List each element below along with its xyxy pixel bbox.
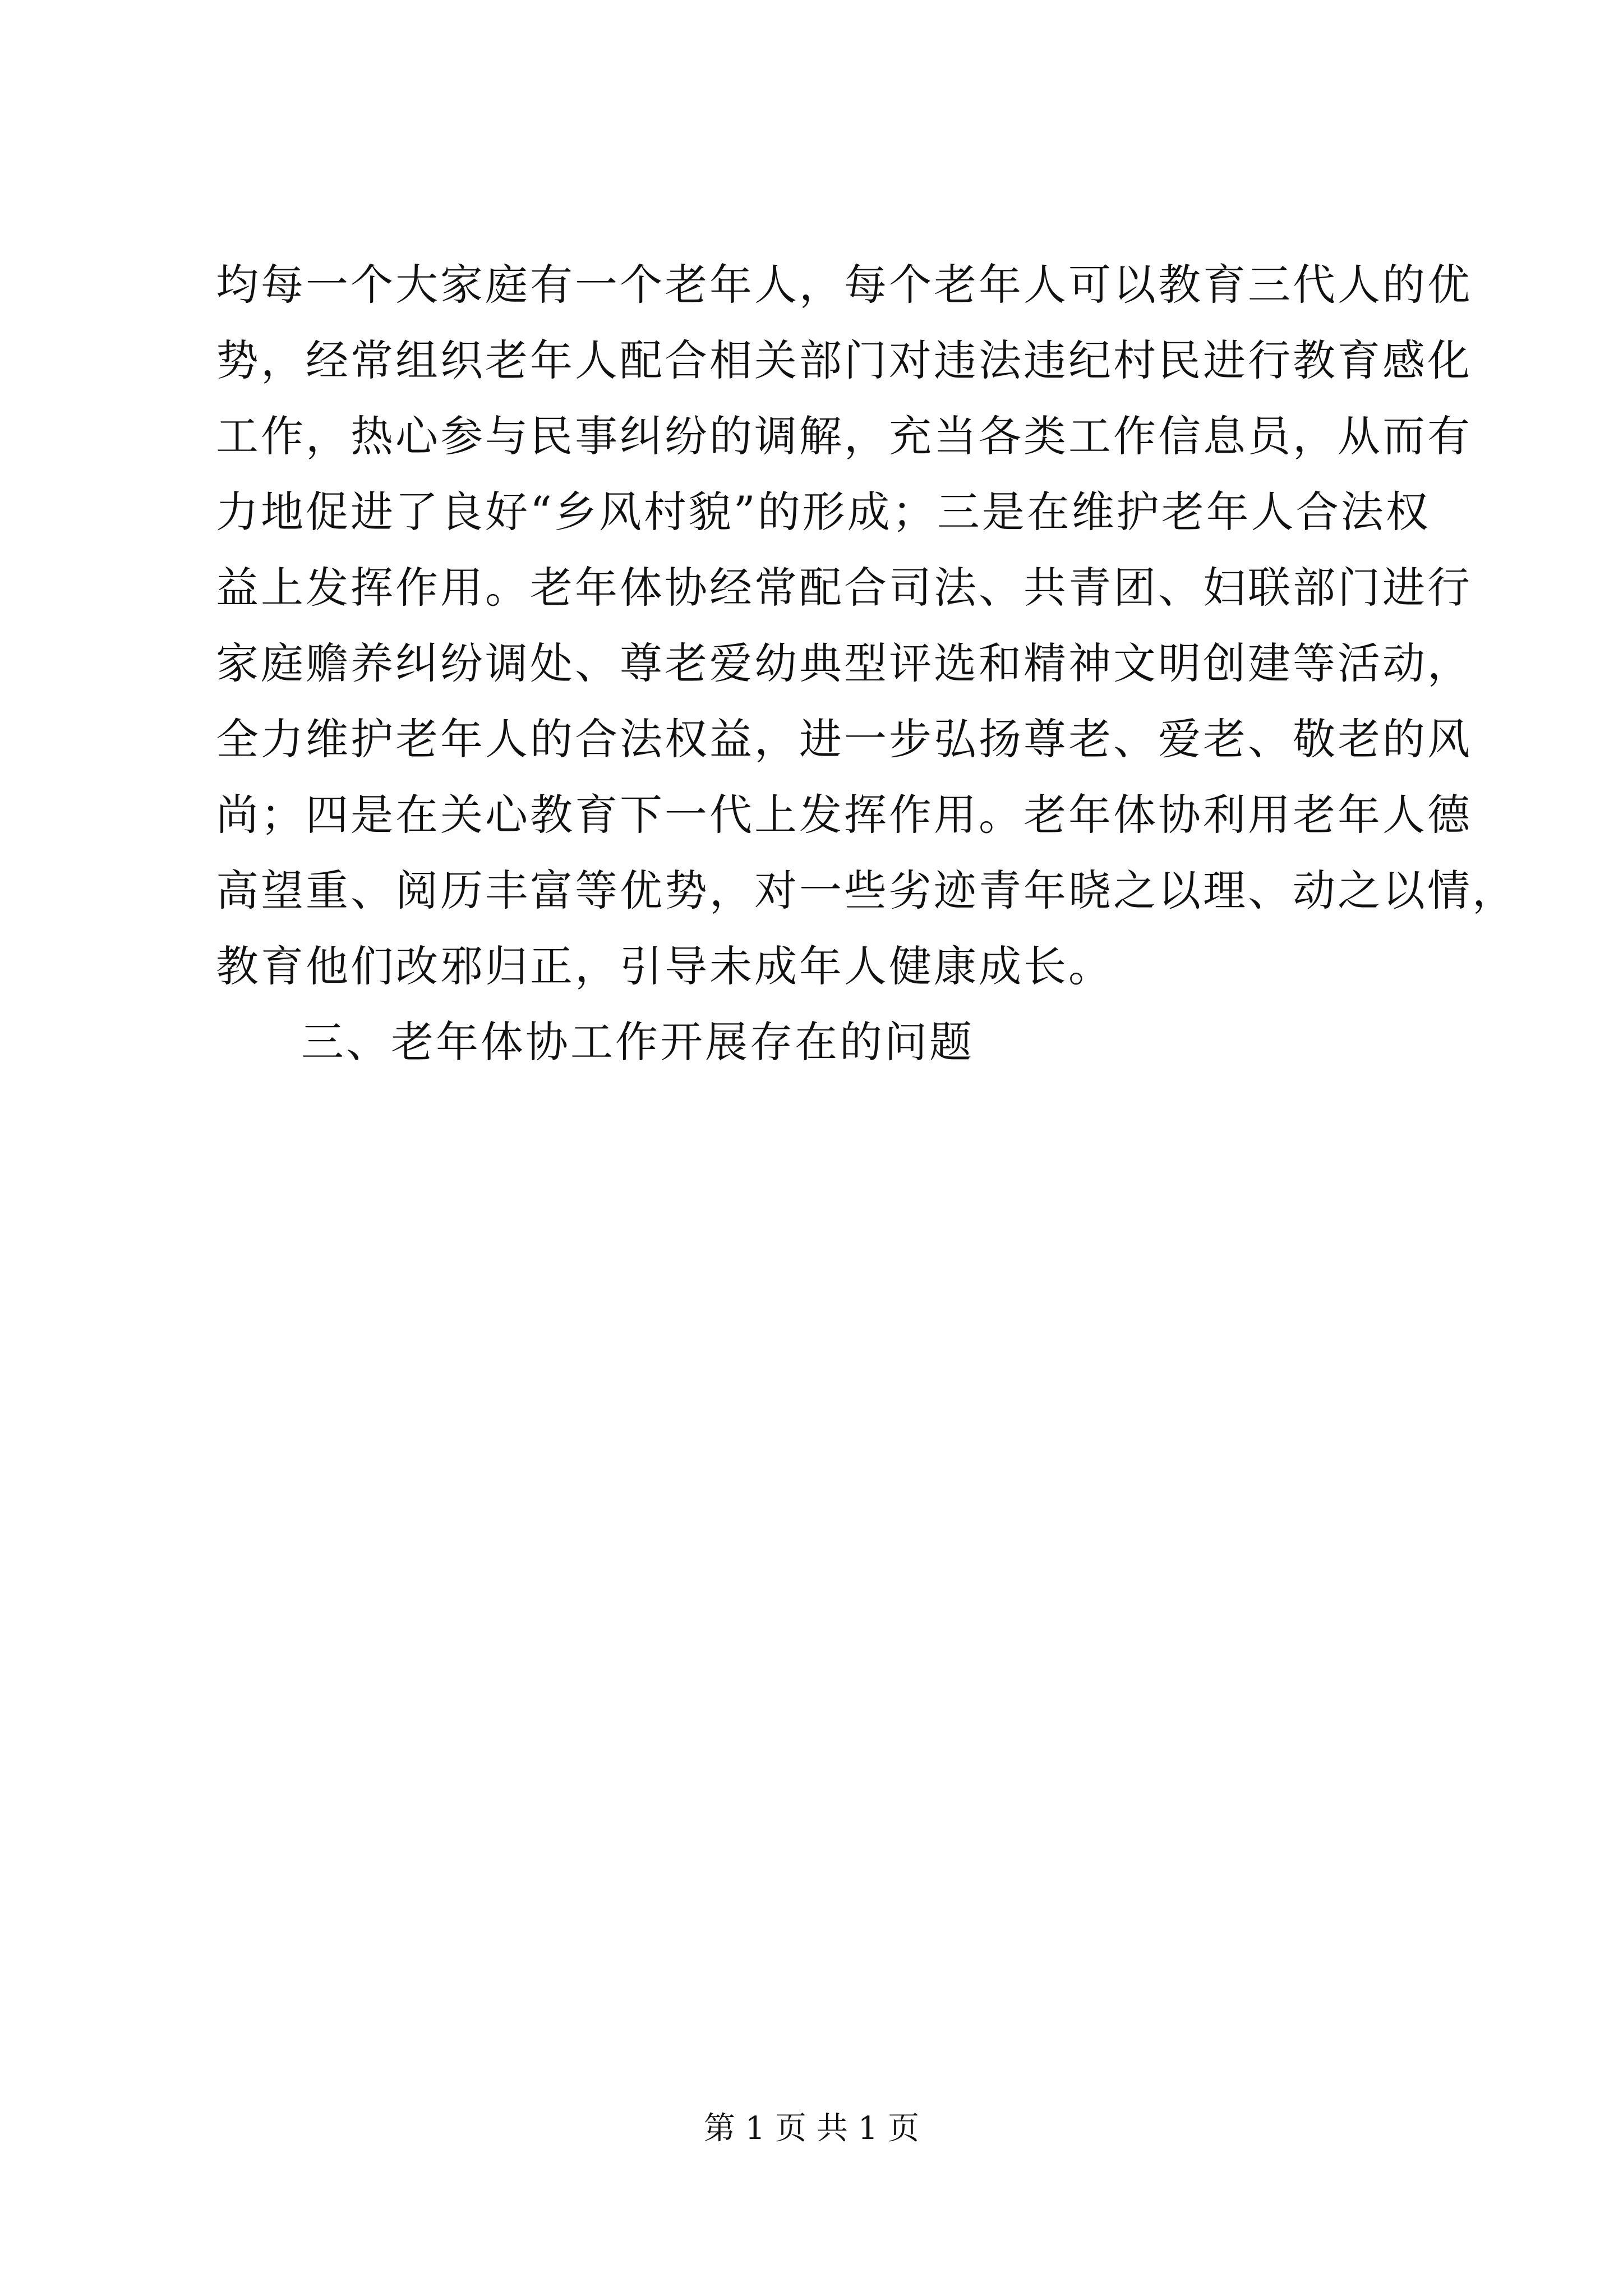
- paragraph-line: 尚；四是在关心教育下一代上发挥作用。老年体协利用老年人德: [216, 790, 1472, 840]
- paragraph-line: 力地促进了良好“乡风村貌”的形成；三是在维护老年人合法权: [216, 487, 1431, 537]
- body-text: [216, 247, 1517, 1080]
- paragraph-line: 教育他们改邪归正，引导未成年人健康成长。: [216, 941, 1113, 991]
- paragraph-line: 益上发挥作用。老年体协经常配合司法、共青团、妇联部门进行: [216, 563, 1472, 613]
- page-footer: [0, 2106, 1623, 2151]
- paragraph-line: 势，经常组织老年人配合相关部门对违法违纪村民进行教育感化: [216, 335, 1472, 385]
- paragraph-line: 家庭赡养纠纷调处、尊老爱幼典型评选和精神文明创建等活动，: [216, 638, 1472, 688]
- page-number: 第 1 页 共 1 页: [703, 2110, 920, 2147]
- section-heading: 三、老年体协工作开展存在的问题: [301, 1017, 974, 1067]
- paragraph-line: 均每一个大家庭有一个老年人，每个老年人可以教育三代人的优: [216, 260, 1472, 310]
- paragraph-line: 工作，热心参与民事纠纷的调解，充当各类工作信息员，从而有: [216, 411, 1472, 461]
- paragraph-line: 全力维护老年人的合法权益，进一步弘扬尊老、爱老、敬老的风: [216, 714, 1472, 764]
- paragraph-line: 高望重、阅历丰富等优势，对一些劣迹青年晓之以理、动之以情，: [216, 866, 1517, 915]
